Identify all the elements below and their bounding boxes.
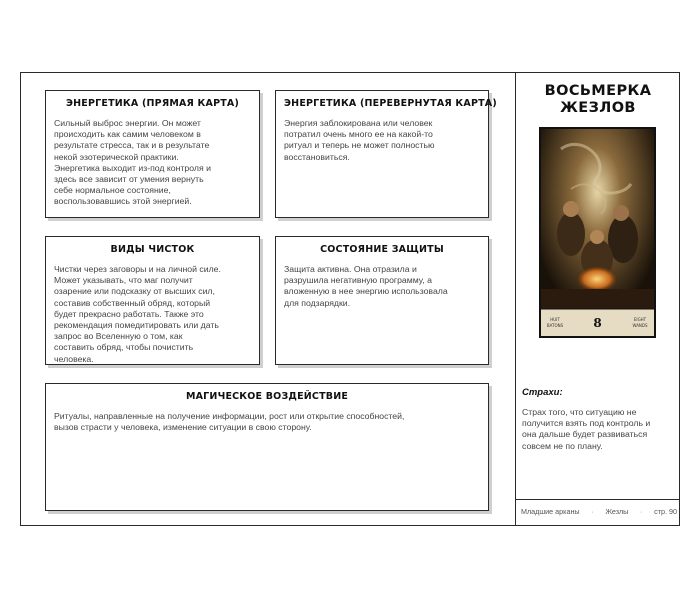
body-line: происходить как самим человеком в <box>54 129 201 140</box>
body-line: человека. <box>54 353 94 364</box>
body-line: вызов страсти у человека, изменение ситуации в свою сторону. <box>54 422 312 433</box>
footer-separator: · <box>591 507 594 516</box>
page-footer <box>521 507 677 516</box>
body-line: Защита активна. Она отразила и <box>284 264 417 274</box>
body-line: вложенную в нее энергию использовала <box>284 286 448 297</box>
tarot-illustration <box>541 129 654 336</box>
fears-line: получится взять под контроль и <box>522 418 651 429</box>
body-line: некой эзотерической практики. <box>54 151 179 162</box>
card-cleansing <box>45 236 260 365</box>
body-line: Энергетика выходит из-под контроля и <box>54 162 211 173</box>
body-line: Чистки через заговоры и на личной силе. <box>54 264 221 274</box>
tarot-number: 8 <box>593 316 602 330</box>
body-line: себе нормальное состояние, <box>54 185 171 196</box>
tarot-caption-right: WANDS <box>632 323 648 328</box>
body-line: озарение или подсказку от высших сил, <box>54 286 215 297</box>
body-line: составить обряд, чтобы почистить <box>54 342 194 353</box>
card-energy-reversed <box>275 90 497 218</box>
body-line: для подзарядки. <box>284 297 351 308</box>
body-line: восстановиться. <box>284 151 350 162</box>
card-title: МАГИЧЕСКОЕ ВОЗДЕЙСТВИЕ <box>185 391 349 402</box>
fears-body <box>522 407 676 452</box>
fears-title: Страхи: <box>522 387 563 398</box>
body-line: составив собственный обряд, который <box>54 297 211 308</box>
card-title: ВИДЫ ЧИСТОК <box>110 244 195 255</box>
side-title <box>517 83 679 117</box>
tarot-caption-left: HUIT <box>550 317 560 322</box>
body-line: здесь все зависит от умения вернуть <box>54 174 204 185</box>
body-line: результате стресса, так и в результате <box>54 140 210 151</box>
card-energy-upright <box>45 90 260 218</box>
body-line: Сильный выброс энергии. Он может <box>54 118 201 128</box>
footer-divider <box>516 499 680 500</box>
body-line: запрос во Вселенную о том, как <box>54 331 183 342</box>
side-title-line: ВОСЬМЕРКА <box>544 83 652 99</box>
body-line: Может указывать, что маг получит <box>54 275 193 286</box>
footer-section: Младшие арканы <box>521 507 580 516</box>
body-line: воспользовавшись этой энергией. <box>54 196 192 207</box>
card-body <box>284 118 480 163</box>
body-line: потратил очень много ее на какой-то <box>284 129 433 140</box>
card-body <box>54 264 251 365</box>
body-line: Ритуалы, направленные на получение информации, рост или открытие способностей, <box>54 411 405 421</box>
card-body <box>284 264 480 309</box>
card-protection <box>275 236 489 365</box>
fears-line: Страх того, что ситуацию не <box>522 407 637 417</box>
side-title-line: ЖЕЗЛОВ <box>560 100 636 116</box>
fears-line: совсем не по плану. <box>522 440 603 451</box>
card-title: ЭНЕРГЕТИКА (ПРЯМАЯ КАРТА) <box>65 98 240 109</box>
page-frame <box>20 72 680 526</box>
body-line: рекомендация помедитировать или дать <box>54 320 219 331</box>
card-body <box>54 411 480 433</box>
footer-separator: · <box>640 507 643 516</box>
fears-line: она дальше будет развиваться <box>522 429 648 440</box>
footer-suit: Жезлы <box>605 507 629 516</box>
body-line: будет прекрасно работать. Также это <box>54 308 204 319</box>
card-title: СОСТОЯНИЕ ЗАЩИТЫ <box>320 244 444 255</box>
tarot-caption-left: BATONS <box>546 323 564 328</box>
column-divider <box>515 73 516 525</box>
card-title: ЭНЕРГЕТИКА (ПЕРЕВЕРНУТАЯ КАРТА) <box>284 98 497 109</box>
body-line: разрушила негативную программу, а <box>284 275 432 286</box>
tarot-caption-right: EIGHT <box>633 317 647 322</box>
footer-page-number: стр. 90 <box>654 507 677 516</box>
body-line: ритуал и теперь не может полностью <box>284 140 435 151</box>
body-line: Энергия заблокирована или человек <box>284 118 433 128</box>
tarot-card-image <box>539 127 656 338</box>
card-body <box>54 118 251 208</box>
card-magic <box>45 383 489 511</box>
